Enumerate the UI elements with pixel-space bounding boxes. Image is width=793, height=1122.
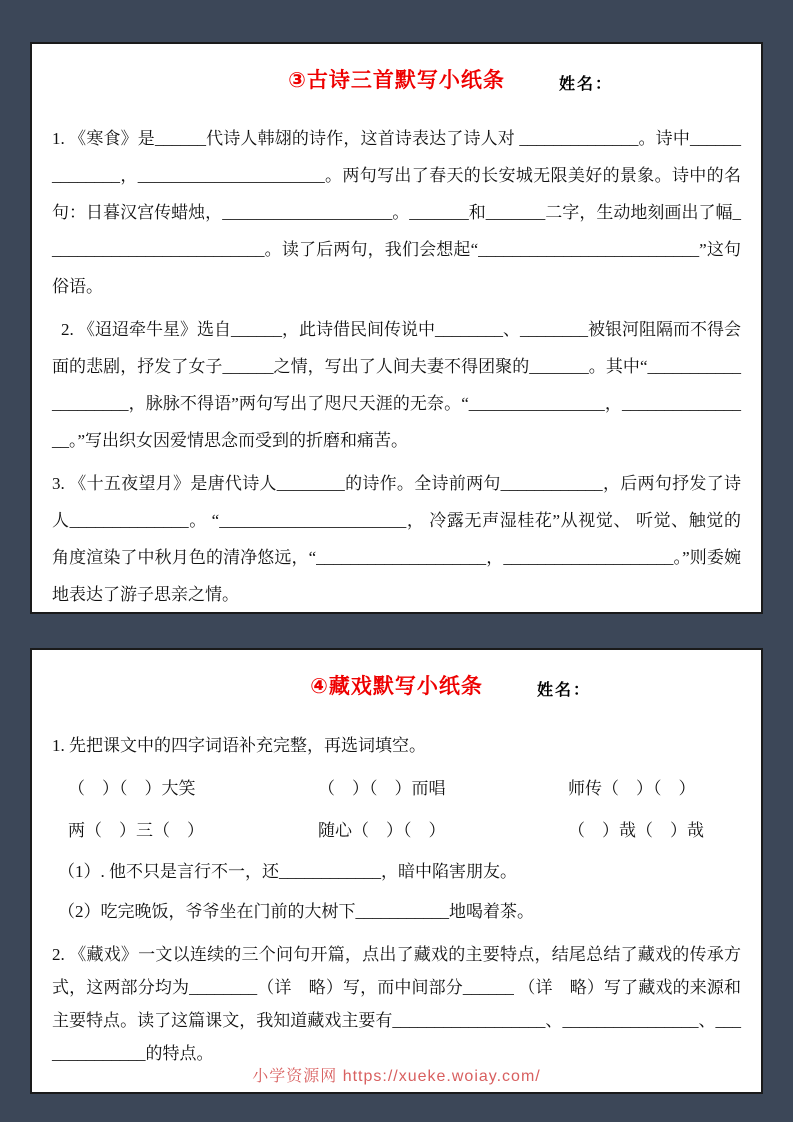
sub-question-2: （2）吃完晚饭，爷爷坐在门前的大树下___________地喝着茶。 [58,902,534,921]
word-bank [52,768,741,852]
word-item-6: （ ）哉（ ）哉 [568,821,704,840]
question-hanshi: 1. 《寒食》是______代诗人韩翃的诗作，这首诗表达了诗人对 ______________。诗中______________，______________________。两句写出了春天的长安城无限美好的景象。诗中的名句：日暮汉宫传蜡烛，____________________。_______和_______二字，生动地刻画出了幅__________________________。读了后两句，我们会想起“__________________________”这句俗语。 [52,129,741,296]
word-item-1: （ ）（ ）大笑 [68,779,196,798]
card-title-opera: ④藏戏默写小纸条 [310,675,483,698]
word-item-2: （ ）（ ）而唱 [318,779,446,798]
site-watermark: 小学资源网 https://xueke.woiay.com/ [252,1068,541,1085]
sub-question-1: （1）. 他不只是言行不一，还____________，暗中陷害朋友。 [58,862,517,881]
worksheet-card-poems [30,42,763,614]
card-title-poems: ③古诗三首默写小纸条 [288,69,505,92]
question-tiaotiao-qianniuxing: 2. 《迢迢牵牛星》选自______，此诗借民间传说中________、________被银河阻隔而不得会面的悲剧，抒发了女子______之情，写出了人间夫妻不得团聚的_______。其中“____________________，脉脉不得语”两句写出了咫尺天涯的无奈。“________________，________________。”写出织女因爱情思念而受到的折磨和痛苦。 [52,320,741,450]
word-item-3: 师传（ ）（ ） [568,779,696,798]
word-item-4: 两（ ）三（ ） [68,821,204,840]
question-1-intro: 1. 先把课文中的四字词语补充完整，再选词填空。 [52,736,426,755]
question-zangxi: 2. 《藏戏》一文以连续的三个问句开篇，点出了藏戏的主要特点，结尾总结了藏戏的传承方式，这两部分均为________（详 略）写，而中间部分______ （详 略）写了藏戏的来源和主要特点。读了这篇课文，我知道藏戏主要有__________________、________________、______________的特点。 [52,945,741,1063]
word-item-5: 随心（ ）（ ） [318,821,446,840]
name-field-label: 姓名： [536,682,591,699]
question-shiwuye-wangyue: 3. 《十五夜望月》是唐代诗人________的诗作。全诗前两句____________，后两句抒发了诗人______________。 “______________________， 冷露无声湿桂花”从视觉、 听觉、触觉的角度渲染了中秋月色的清净悠远，“____________________，____________________。”则委婉地表达了游子思亲之情。 [52,474,741,604]
card-header [52,670,741,704]
name-field-label: 姓名： [558,76,613,93]
worksheet-card-opera [30,648,763,1094]
card-header [52,64,741,98]
